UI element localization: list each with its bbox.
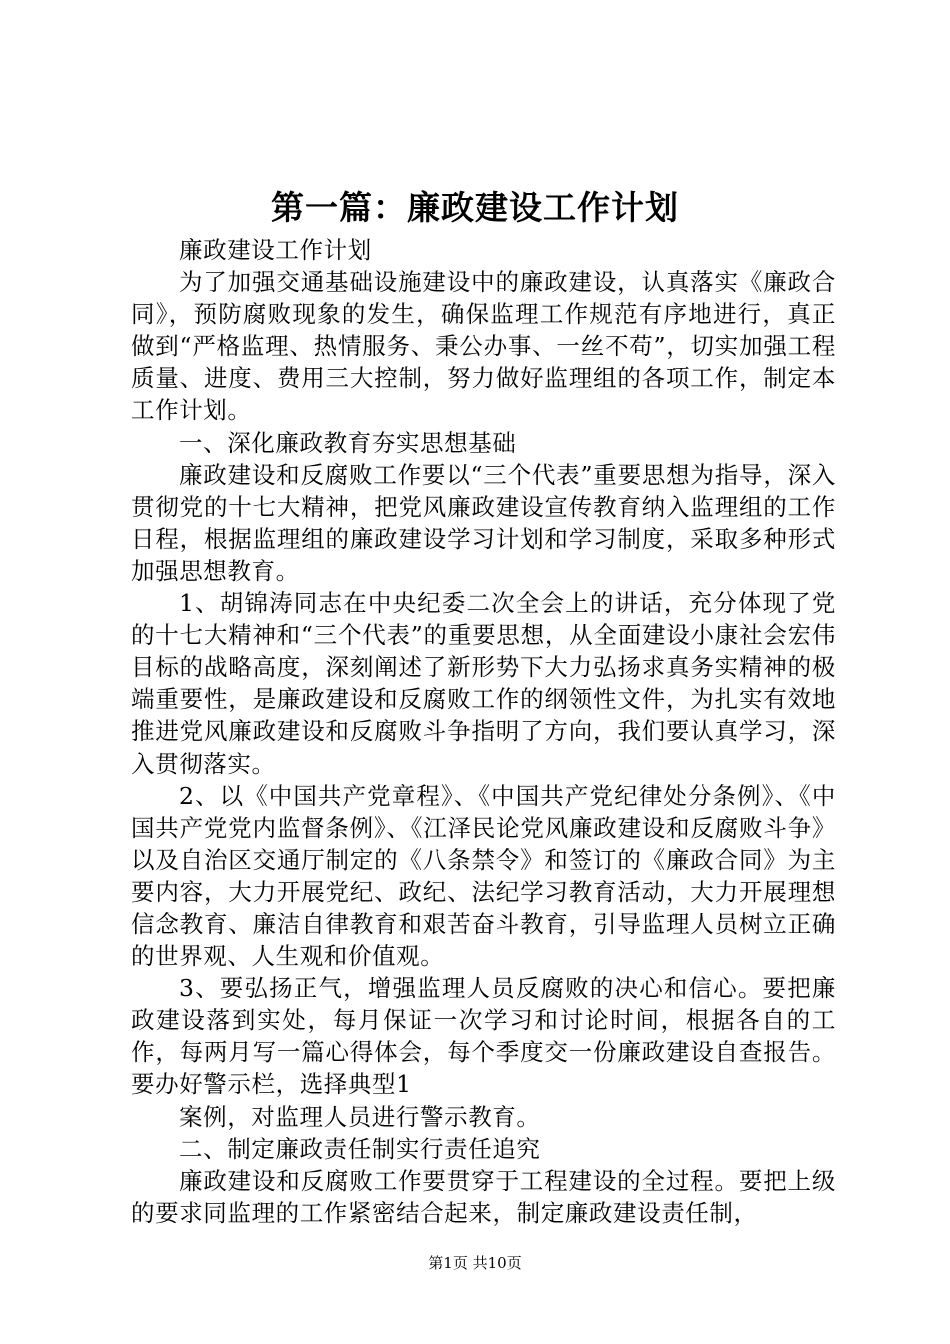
paragraph-item-2: 2、以《中国共产党章程》、《中国共产党纪律处分条例》、《中国共产党党内监督条例》、《江泽民论党风廉政建设和反腐败斗争》以及自治区交通厅制定的《八条禁令》和签订的《廉政合同》为主要内容，大力开展党纪、政纪、法纪学习教育活动，大力开展理想信念教育、廉洁自律教育和艰苦奋斗教育，引导监理人员树立正确的世界观、人生观和价值观。 [131, 781, 836, 971]
document-body [131, 234, 836, 1229]
section-heading-2: 二、制定廉政责任制实行责任追究 [179, 1134, 541, 1163]
paragraph-item-1: 1、胡锦涛同志在中央纪委二次全会上的讲话，充分体现了党的十七大精神和“三个代表”的重要思想，从全面建设小康社会宏伟目标的战略高度，深刻阐述了新形势下大力弘扬求真务实精神的极端重要性，是廉政建设和反腐败工作的纲领性文件，为扎实有效地推进党风廉政建设和反腐败斗争指明了方向，我们要认真学习，深入贯彻落实。 [131, 589, 836, 778]
paragraph-section-2: 廉政建设和反腐败工作要贯穿于工程建设的全过程。要把上级的要求同监理的工作紧密结合起来，制定廉政建设责任制， [131, 1166, 836, 1227]
paragraph-item-3: 3、要弘扬正气，增强监理人员反腐败的决心和信心。要把廉政建设落到实处，每月保证一次学习和讨论时间，根据各自的工作，每两月写一篇心得体会，每个季度交一份廉政建设自查报告。要办好警示栏，选择典型1 [131, 974, 836, 1099]
document-title: 第一篇：廉政建设工作计划 [271, 188, 679, 227]
paragraph-section-1: 廉政建设和反腐败工作要以“三个代表”重要思想为指导，深入贯彻党的十七大精神，把党风廉政建设宣传教育纳入监理组的工作日程，根据监理组的廉政建设学习计划和学习制度，采取多种形式加强思想教育。 [131, 460, 836, 585]
paragraph-item-3-continued: 案例，对监理人员进行警示教育。 [179, 1102, 541, 1131]
page-footer: 第1页 共10页 [428, 1254, 522, 1272]
section-heading-1: 一、深化廉政教育夯实思想基础 [179, 428, 517, 457]
paragraph-heading: 廉政建设工作计划 [179, 236, 372, 264]
paragraph-intro: 为了加强交通基础设施建设中的廉政建设，认真落实《廉政合同》，预防腐败现象的发生，确保监理工作规范有序地进行，真正做到“严格监理、热情服务、秉公办事、一丝不苟”，切实加强工程质量、进度、费用三大控制，努力做好监理组的各项工作，制定本工作计划。 [131, 268, 836, 425]
